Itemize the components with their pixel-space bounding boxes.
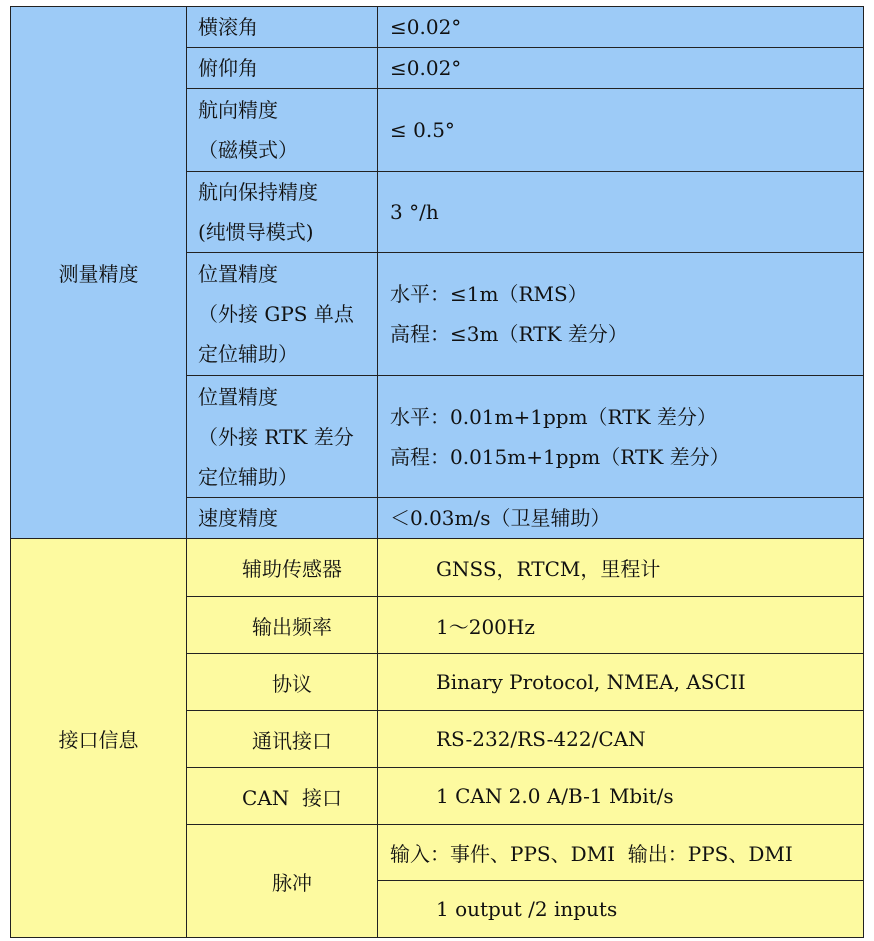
table-row (11, 539, 864, 597)
value-pulse-io: 输入：事件、PPS、DMI 输出：PPS、DMI (378, 825, 864, 881)
value-aux-sensor: GNSS，RTCM，里程计 (378, 539, 864, 597)
category-measurement: 测量精度 (11, 7, 187, 539)
value-roll: ≤0.02° (378, 7, 864, 48)
param-roll: 横滚角 (187, 7, 378, 48)
param-protocol: 协议 (187, 654, 378, 711)
table-row (11, 7, 864, 48)
param-comm-interface: 通讯接口 (187, 711, 378, 768)
value-comm-interface: RS-232/RS-422/CAN (378, 711, 864, 768)
param-output-rate: 输出频率 (187, 597, 378, 654)
value-pitch: ≤0.02° (378, 48, 864, 89)
param-pitch: 俯仰角 (187, 48, 378, 89)
param-velocity: 速度精度 (187, 498, 378, 539)
param-pulse: 脉冲 (187, 825, 378, 938)
param-can-interface: CAN 接口 (187, 768, 378, 825)
value-position-rtk: 水平：0.01m+1ppm（RTK 差分） 高程：0.015m+1ppm（RTK 差分） (378, 376, 864, 498)
value-heading: ≤ 0.5° (378, 89, 864, 172)
param-position-rtk: 位置精度 （外接 RTK 差分 定位辅助） (187, 376, 378, 498)
value-can-interface: 1 CAN 2.0 A/B-1 Mbit/s (378, 768, 864, 825)
value-velocity: ＜0.03m/s（卫星辅助） (378, 498, 864, 539)
value-position-gps: 水平：≤1m（RMS） 高程：≤3m（RTK 差分） (378, 253, 864, 376)
param-heading-hold: 航向保持精度 (纯惯导模式) (187, 172, 378, 253)
value-output-rate: 1～200Hz (378, 597, 864, 654)
param-heading: 航向精度 （磁模式） (187, 89, 378, 172)
param-aux-sensor: 辅助传感器 (187, 539, 378, 597)
category-interface: 接口信息 (11, 539, 187, 938)
value-protocol: Binary Protocol, NMEA, ASCII (378, 654, 864, 711)
spec-table (10, 6, 864, 938)
value-heading-hold: 3 °/h (378, 172, 864, 253)
param-position-gps: 位置精度 （外接 GPS 单点 定位辅助） (187, 253, 378, 376)
value-pulse-count: 1 output /2 inputs (378, 881, 864, 938)
